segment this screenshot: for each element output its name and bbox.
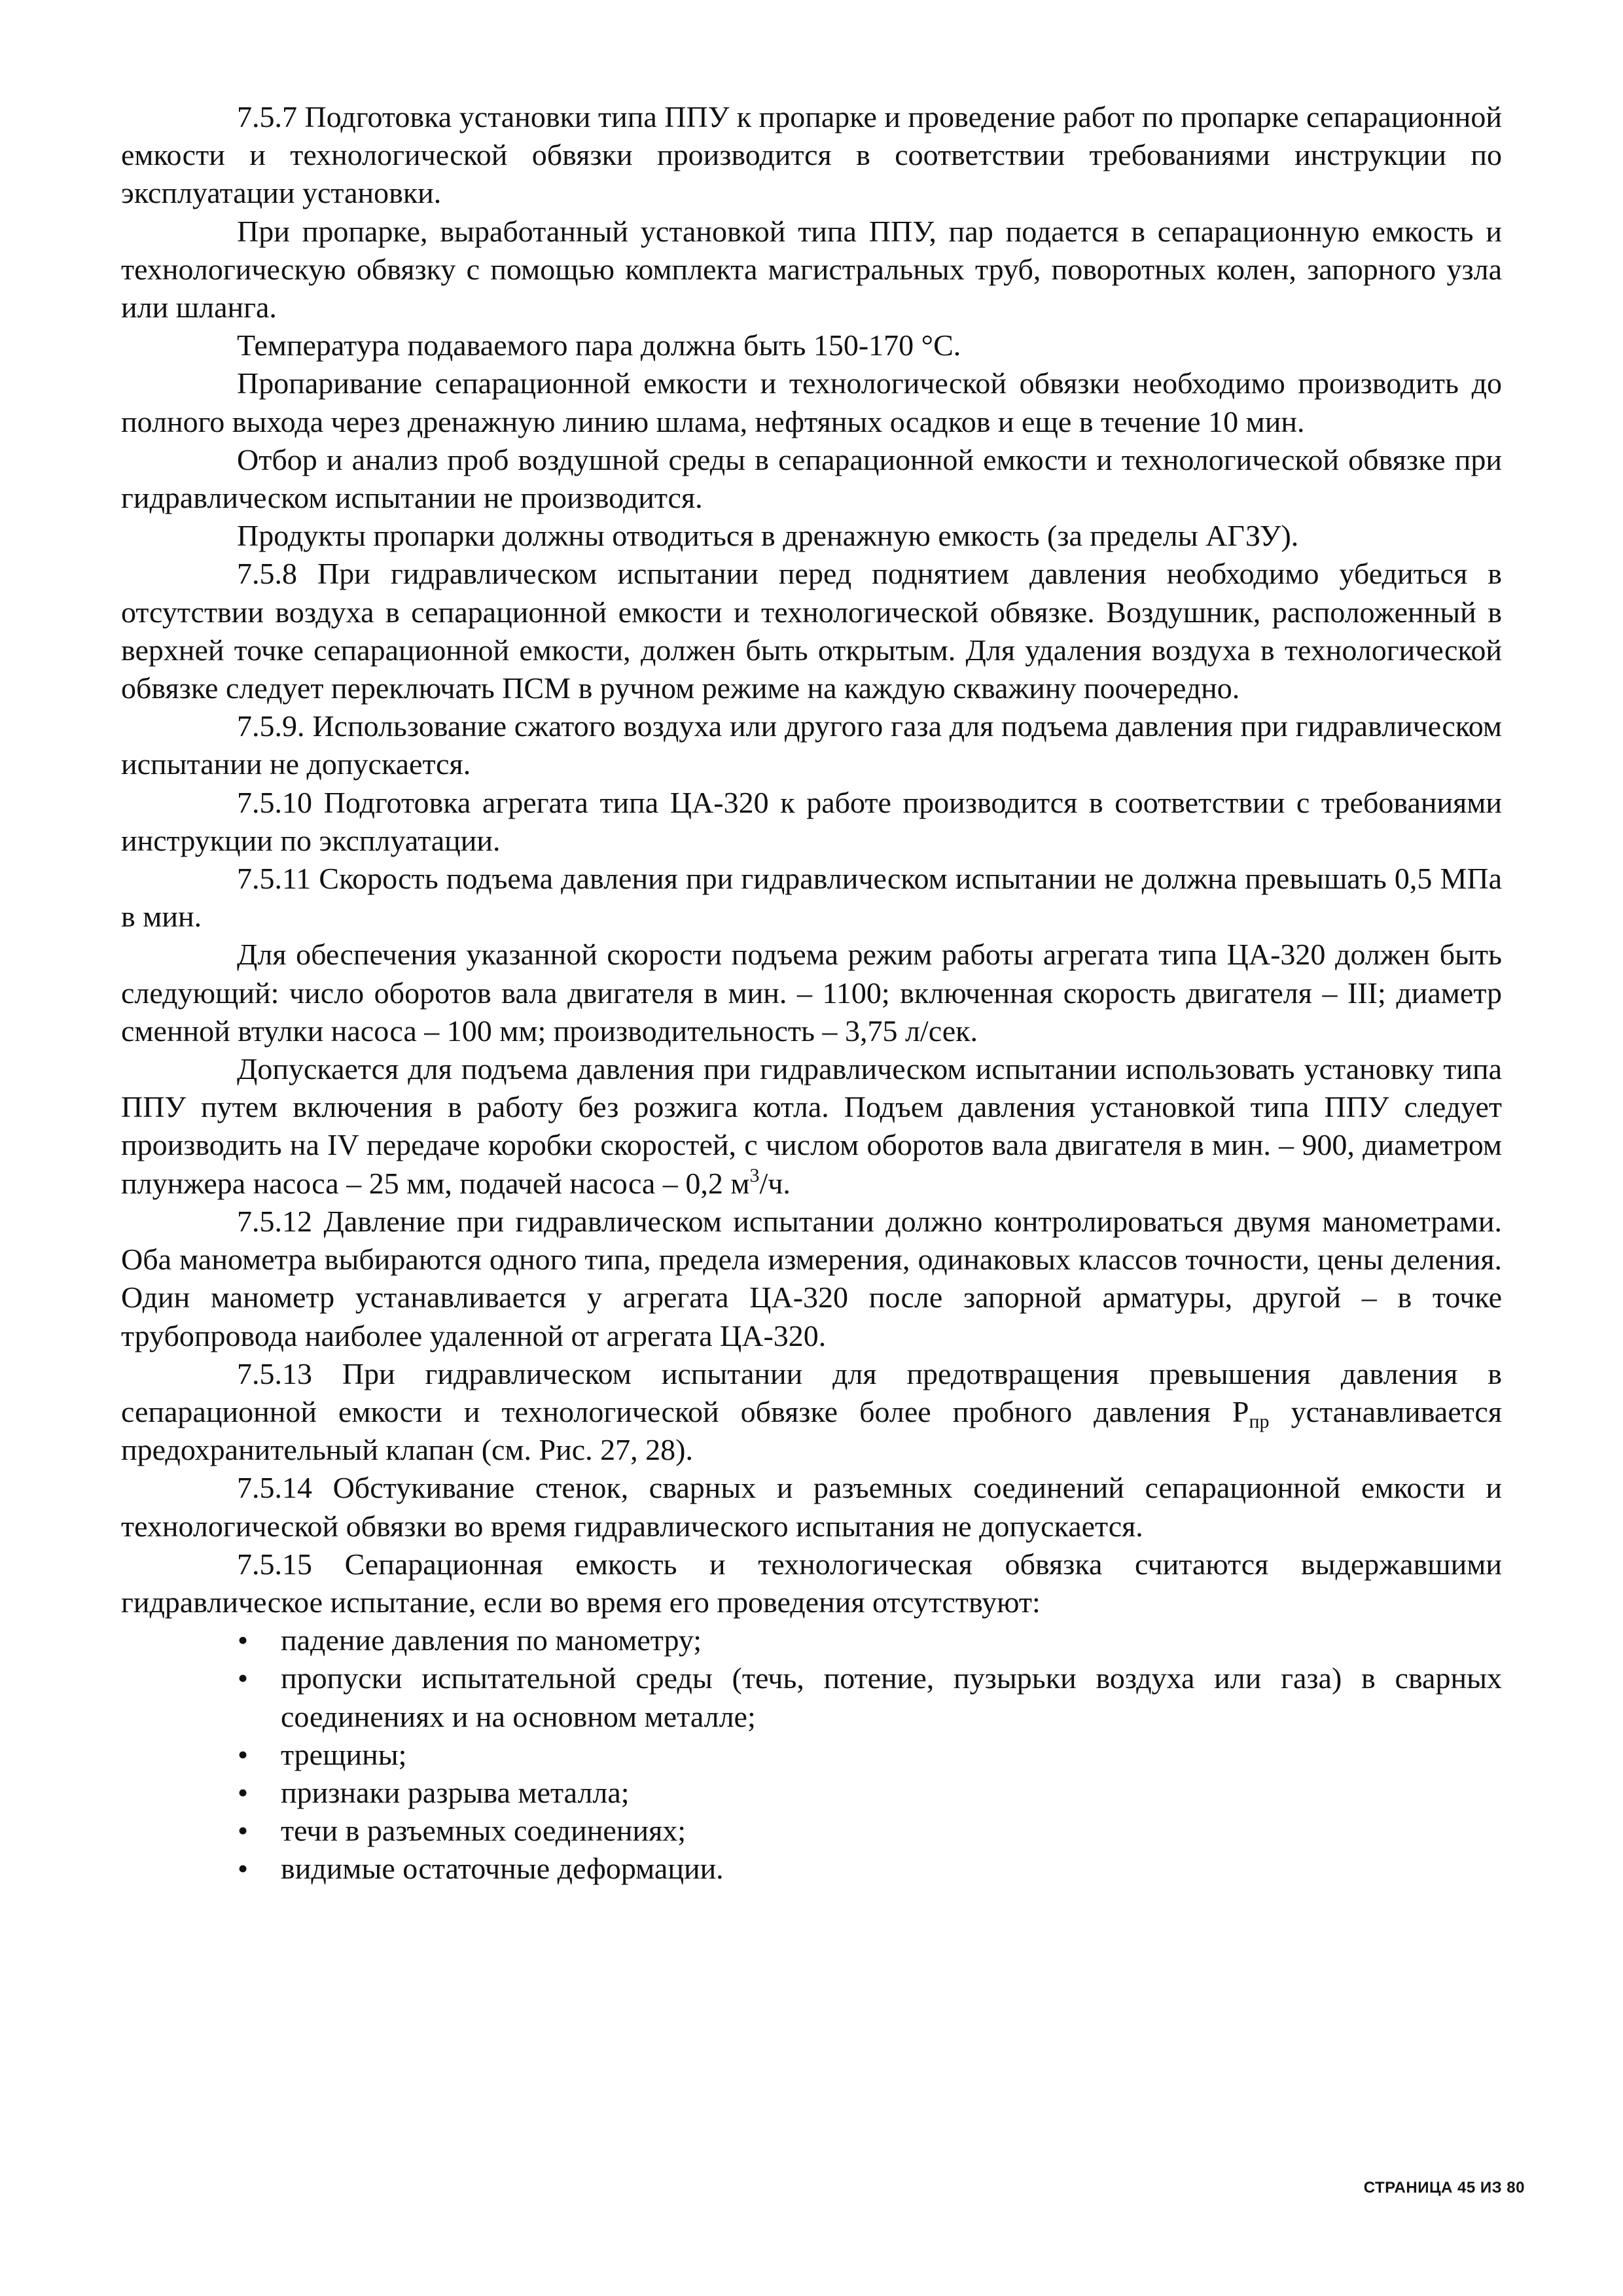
paragraph-ppu-text: Допускается для подъема давления при гидравлическом испытании использовать установку типа ППУ путем включения в работу без розжига котла. Подъем давления установкой типа ППУ следует производить на IV передаче коробки скоростей, с числом оборотов вала двигателя в мин. – 900, диаметром плунжера насоса – 25 мм, подачей насоса – 0,2 м [121, 1052, 1502, 1200]
subscript-pr: пр [1249, 1410, 1270, 1432]
list-item-text: трещины; [281, 1737, 407, 1771]
paragraph-7-5-11: 7.5.11 Скорость подъема давления при гидравлическом испытании не должна превышать 0,5 МПа в мин. [121, 862, 1502, 934]
bullet-icon: • [238, 1814, 249, 1848]
paragraph-ppu-pressure [121, 1050, 1502, 1203]
paragraph-7-5-12: 7.5.12 Давление при гидравлическом испытании должно контролироваться двумя манометрами. Оба манометра выбираются одного типа, предела измерения, одинаковых классов точности, цены деления. Один манометр устанавливается у агрегата ЦА-320 после запорной арматуры, другой – в точке трубопровода наиболее удаленной от агрегата ЦА-320. [121, 1204, 1502, 1352]
paragraph-steaming: При пропарке, выработанный установкой типа ППУ, пар подается в сепарационную емкость и технологическую обвязку с помощью комплекта магистральных труб, поворотных колен, запорного узла или шланга. [121, 214, 1502, 325]
paragraph-steam-products: Продукты пропарки должны отводиться в дренажную емкость (за пределы АГЗУ). [237, 519, 1299, 553]
paragraph-7-5-7: 7.5.7 Подготовка установки типа ППУ к пропарке и проведение работ по пропарке сепарационной емкости и технологической обвязки производится в соответствии требованиями инструкции по эксплуатации установки. [121, 100, 1502, 210]
paragraph-7-5-14: 7.5.14 Обстукивание стенок, сварных и разъемных соединений сепарационной емкости и технологической обвязки во время гидравлического испытания не допускается. [121, 1471, 1502, 1543]
superscript-cube: 3 [749, 1164, 760, 1186]
bullet-icon: • [238, 1852, 249, 1886]
paragraph-air-sampling: Отбор и анализ проб воздушной среды в сепарационной емкости и технологической обвязке при гидравлическом испытании не производится. [121, 442, 1502, 515]
bullet-icon: • [238, 1661, 249, 1695]
list-item-text: пропуски испытательной среды (течь, потение, пузырьки воздуха или газа) в сварных соединениях и на основном металле; [281, 1661, 1502, 1733]
document-body [121, 98, 1502, 1888]
paragraph-steam-temperature: Температура подаваемого пара должна быть 150-170 °С. [237, 328, 961, 362]
paragraph-7-5-10: 7.5.10 Подготовка агрегата типа ЦА-320 к работе производится в соответствии с требованиями инструкции по эксплуатации. [121, 785, 1502, 857]
list-item [121, 1736, 1502, 1774]
list-item [121, 1850, 1502, 1888]
paragraph-7-5-13-text: 7.5.13 При гидравлическом испытании для предотвращения превышения давления в сепарационной емкости и технологической обвязке более пробного давления Р [121, 1356, 1502, 1428]
page-number: СТРАНИЦА 45 ИЗ 80 [1363, 2179, 1525, 2197]
criteria-list [121, 1621, 1502, 1888]
list-item [121, 1621, 1502, 1659]
paragraph-7-5-8: 7.5.8 При гидравлическом испытании перед поднятием давления необходимо убедиться в отсутствии воздуха в сепарационной емкости и технологической обвязке. Воздушник, расположенный в верхней точке сепарационной емкости, должен быть открытым. Для удаления воздуха в технологической обвязке следует переключать ПСМ в ручном режиме на каждую скважину поочередно. [121, 557, 1502, 705]
bullet-icon: • [238, 1737, 249, 1771]
paragraph-ca320-mode: Для обеспечения указанной скорости подъема режим работы агрегата типа ЦА-320 должен быть следующий: число оборотов вала двигателя в мин. – 1100; включенная скорость двигателя – III; диаметр сменной втулки насоса – 100 мм; производительность – 3,75 л/сек. [121, 938, 1502, 1048]
list-item-text: видимые остаточные деформации. [281, 1852, 724, 1886]
list-item [121, 1812, 1502, 1850]
bullet-icon: • [238, 1775, 249, 1809]
list-item-text: течи в разъемных соединениях; [281, 1814, 687, 1848]
paragraph-7-5-13-tail: устанавливается предохранительный клапан (см. Рис. 27, 28). [121, 1394, 1502, 1467]
paragraph-7-5-13 [121, 1355, 1502, 1470]
paragraph-steaming-duration: Пропаривание сепарационной емкости и технологической обвязки необходимо производить до полного выхода через дренажную линию шлама, нефтяных осадков и еще в течение 10 мин. [121, 366, 1502, 438]
list-item [121, 1774, 1502, 1812]
paragraph-ppu-tail: /ч. [759, 1166, 791, 1200]
paragraph-7-5-9: 7.5.9. Использование сжатого воздуха или другого газа для подъема давления при гидравлическом испытании не допускается. [121, 709, 1502, 781]
list-item [121, 1659, 1502, 1735]
list-item-text: падение давления по манометру; [281, 1623, 702, 1657]
bullet-icon: • [238, 1623, 249, 1657]
list-item-text: признаки разрыва металла; [281, 1775, 630, 1809]
paragraph-7-5-15: 7.5.15 Сепарационная емкость и технологическая обвязка считаются выдержавшими гидравлическое испытание, если во время его проведения отсутствуют: [121, 1547, 1502, 1619]
